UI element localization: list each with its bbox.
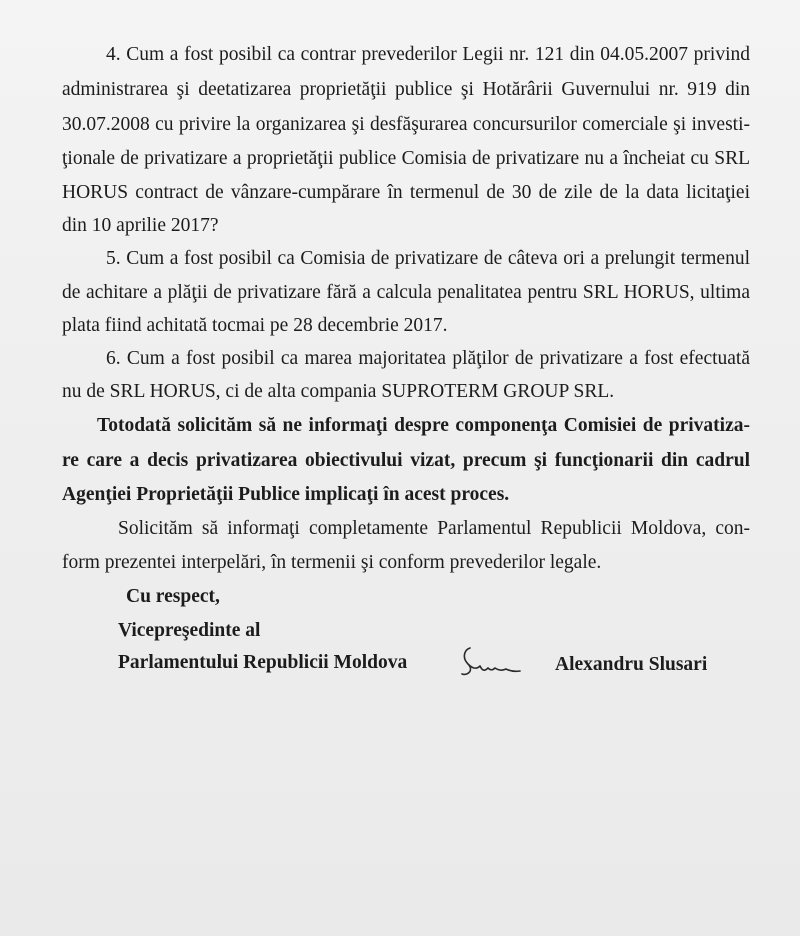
closing-greeting: Cu respect, — [126, 586, 220, 607]
closing-title-line-1: Vicepreşedinte al — [118, 620, 261, 641]
paragraph-4-line-2: administrarea şi deetatizarea proprietăţii publice şi Hotărârii Guvernului nr. 919 din — [62, 79, 750, 100]
paragraph-4-line-6: din 10 aprilie 2017? — [62, 215, 219, 236]
paragraph-4-line-1: 4. Cum a fost posibil ca contrar prevederilor Legii nr. 121 din 04.05.2007 privind — [106, 44, 750, 65]
handwritten-signature — [458, 640, 528, 680]
paragraph-4-line-3: 30.07.2008 cu privire la organizarea şi desfăşurarea concursurilor comerciale şi investi- — [62, 114, 750, 135]
paragraph-6-line-2: nu de SRL HORUS, ci de alta compania SUPROTERM GROUP SRL. — [62, 381, 615, 402]
paragraph-5-line-2: de achitare a plăţii de privatizare fără a calcula penalitatea pentru SRL HORUS, ultima — [62, 282, 750, 303]
signatory-name: Alexandru Slusari — [555, 654, 708, 675]
paragraph-5-line-1: 5. Cum a fost posibil ca Comisia de privatizare de câteva ori a prelungit termenul — [106, 248, 750, 269]
closing-title-line-2: Parlamentului Republicii Moldova — [118, 652, 408, 673]
request-line-3: Agenţiei Proprietăţii Publice implicaţi în acest proces. — [62, 484, 510, 505]
paragraph-5-line-3: plata fiind achitată tocmai pe 28 decembrie 2017. — [62, 315, 448, 336]
request-line-1: Totodată solicităm să ne informaţi despre componenţa Comisiei de privatiza- — [97, 415, 750, 436]
inform-line-1: Solicităm să informaţi completamente Parlamentul Republicii Moldova, con- — [118, 518, 750, 539]
paragraph-6-line-1: 6. Cum a fost posibil ca marea majoritatea plăţilor de privatizare a fost efectuată — [106, 348, 750, 369]
inform-line-2: form prezentei interpelări, în termenii şi conform prevederilor legale. — [62, 552, 602, 573]
paragraph-4-line-5: HORUS contract de vânzare-cumpărare în termenul de 30 de zile de la data licitaţiei — [62, 182, 750, 203]
request-line-2: re care a decis privatizarea obiectivului vizat, precum şi funcţionarii din cadrul — [62, 450, 750, 471]
paragraph-4-line-4: ţionale de privatizare a proprietăţii publice Comisia de privatizare nu a încheiat cu SRL — [62, 148, 750, 169]
